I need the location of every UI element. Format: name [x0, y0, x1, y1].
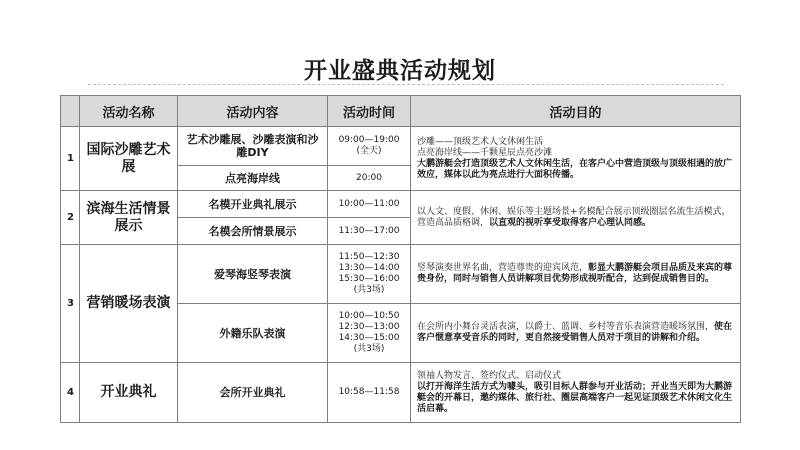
header-num [61, 96, 80, 127]
activity-content: 名模会所情景展示 [178, 218, 328, 245]
purpose-emphasis: 以直观的视听享受取得客户心理认同感。 [489, 217, 652, 228]
activity-plan-table [60, 95, 741, 423]
activity-content: 艺术沙雕展、沙雕表演和沙雕DIY [178, 127, 328, 166]
activity-time: 20:00 [328, 166, 411, 191]
page-title: 开业盛典活动规划 [304, 58, 496, 84]
activity-content: 点亮海岸线 [178, 166, 328, 191]
purpose-emphasis: 大鹏游艇会打造顶级艺术人文休闲生活，在客户心中营造顶级与顶级相遇的放广效应，媒体以此为亮点进行大面积传播。 [417, 158, 733, 180]
activity-time: 11:50—12:30 13:30—14:00 15:30—16:00 (共3场) [328, 245, 411, 304]
purpose-line: 点亮海岸线——千颗星辰点亮沙滩 [417, 147, 553, 158]
activity-name: 滨海生活情景展示 [80, 191, 178, 245]
activity-time: 10:58—11:58 [328, 363, 411, 423]
header-activity-content: 活动内容 [178, 96, 328, 127]
activity-name: 营销暖场表演 [80, 245, 178, 363]
row-number: 4 [61, 363, 80, 423]
table-row [61, 245, 741, 304]
table-row [61, 363, 741, 423]
activity-name: 开业典礼 [80, 363, 178, 423]
header-activity-purpose: 活动目的 [411, 96, 741, 127]
header-activity-name: 活动名称 [80, 96, 178, 127]
activity-time: 10:00—10:50 12:30—13:00 14:30—15:00 (共3场) [328, 304, 411, 363]
title-divider [88, 84, 724, 85]
activity-purpose [411, 245, 741, 304]
activity-time: 11:30—17:00 [328, 218, 411, 245]
activity-time: 10:00—11:00 [328, 191, 411, 218]
activity-purpose [411, 127, 741, 191]
purpose-line: 领袖人物发言、签约仪式、启动仪式 [417, 370, 562, 381]
table-row [61, 191, 741, 218]
purpose-text: 在会所内小舞台灵活表演，以爵士、蓝调、乡村等音乐表演营造暖场氛围， [417, 322, 715, 332]
header-activity-time: 活动时间 [328, 96, 411, 127]
purpose-emphasis: 以打开海洋生活方式为噱头，吸引目标人群参与开业活动；开业当天即为大鹏游艇会的开幕日，邀约媒体、旅行社、圈层高端客户一起见证顶级艺术休闲文化生活启幕。 [417, 381, 733, 414]
activity-content: 会所开业典礼 [178, 363, 328, 423]
purpose-text: 以人文、度假、休闲、娱乐等主题场景+名模配合展示顶级圈层名流生活模式，营造高品质格调， [417, 206, 731, 228]
activity-content: 外籍乐队表演 [178, 304, 328, 363]
activity-name: 国际沙雕艺术展 [80, 127, 178, 191]
table-row [61, 127, 741, 166]
activity-time: 09:00—19:00 (全天) [328, 127, 411, 166]
purpose-text: 竖琴演奏世界名曲，营造尊贵的迎宾风范， [417, 263, 589, 273]
row-number: 2 [61, 191, 80, 245]
row-number: 3 [61, 245, 80, 363]
purpose-emphasis: 彰显大鹏游艇会项目品质及来宾的尊贵身份，同时与销售人员讲解项目优势形成视听配合，达到促成销售目的。 [417, 263, 733, 284]
activity-purpose [411, 304, 741, 363]
table-header-row [61, 96, 741, 127]
activity-purpose [411, 191, 741, 245]
activity-content: 名模开业典礼展示 [178, 191, 328, 218]
row-number: 1 [61, 127, 80, 191]
purpose-emphasis: 使在客户惬意享受音乐的同时，更自然接受销售人员对于项目的讲解和介绍。 [417, 322, 733, 343]
activity-content: 爱琴海竖琴表演 [178, 245, 328, 304]
purpose-line: 沙雕——顶级艺术人文休闲生活 [417, 136, 544, 147]
activity-purpose [411, 363, 741, 423]
